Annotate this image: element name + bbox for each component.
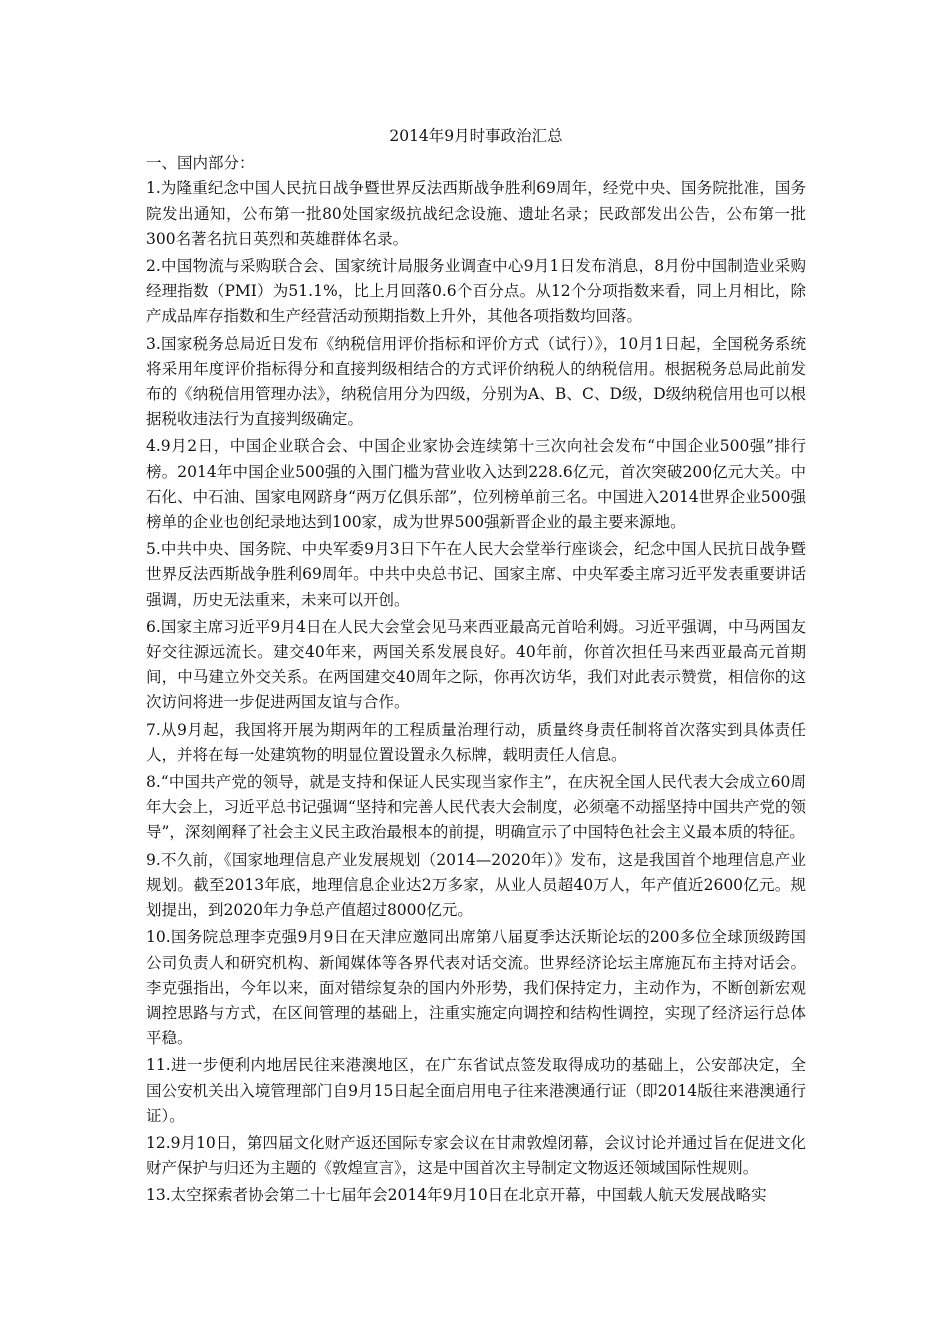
list-item: 13.太空探索者协会第二十七届年会2014年9月10日在北京开幕，中国载人航天发展战略实	[146, 1186, 767, 1205]
list-item: 3.国家税务总局近日发布《纳税信用评价指标和评价方式（试行）》，10月1日起，全国税务系统将采用年度评价指标得分和直接判级相结合的方式评价纳税人的纳税信用。根据税务总局此前发布的《纳税信用管理办法》，纳税信用分为四级，分别为A、B、C、D级，D级纳税信用也可以根据税收违法行为直接判级确定。	[146, 334, 806, 429]
list-item: 11.进一步便利内地居民往来港澳地区，在广东省试点签发取得成功的基础上，公安部决定，全国公安机关出入境管理部门自9月15日起全面启用电子往来港澳通行证（即2014版往来港澳通行证）。	[146, 1056, 806, 1125]
list-item: 8.“中国共产党的领导，就是支持和保证人民实现当家作主”，在庆祝全国人民代表大会成立60周年大会上，习近平总书记强调“坚持和完善人民代表大会制度，必须毫不动摇坚持中国共产党的领导”，深刻阐释了社会主义民主政治最根本的前提，明确宣示了中国特色社会主义最本质的特征。	[146, 773, 806, 842]
list-item: 9.不久前，《国家地理信息产业发展规划（2014—2020年）》发布，这是我国首个地理信息产业规划。截至2013年底，地理信息企业达2万多家，从业人员超40万人，年产值近2600亿元。规划提出，到2020年力争总产值超过8000亿元。	[146, 850, 806, 920]
section-heading: 一、国内部分：	[146, 154, 255, 173]
document-title: 2014年9月时事政治汇总	[389, 127, 563, 145]
list-item: 6.国家主席习近平9月4日在人民大会堂会见马来西亚最高元首哈利姆。习近平强调，中马两国友好交往源远流长。建交40年来，两国关系发展良好。40年前，你首次担任马来西亚最高元首期间，中马建立外交关系。在两国建交40周年之际，你再次访华，我们对此表示赞赏，相信你的这次访问将进一步促进两国友谊与合作。	[146, 617, 806, 712]
list-item: 5.中共中央、国务院、中央军委9月3日下午在人民大会堂举行座谈会，纪念中国人民抗日战争暨世界反法西斯战争胜利69周年。中共中央总书记、国家主席、中央军委主席习近平发表重要讲话强调，历史无法重来，未来可以开创。	[146, 540, 806, 609]
list-item: 4.9月2日，中国企业联合会、中国企业家协会连续第十三次向社会发布“中国企业500强”排行榜。2014年中国企业500强的入围门槛为营业收入达到228.6亿元，首次突破200亿元大关。中石化、中石油、国家电网跻身“两万亿俱乐部”，位列榜单前三名。中国进入2014世界企业500强榜单的企业也创纪录地达到100家，成为世界500强新晋企业的最主要来源地。	[146, 437, 806, 532]
list-item: 7.从9月起，我国将开展为期两年的工程质量治理行动，质量终身责任制将首次落实到具体责任人，并将在每一处建筑物的明显位置设置永久标牌，载明责任人信息。	[146, 720, 806, 764]
list-item: 10.国务院总理李克强9月9日在天津应邀同出席第八届夏季达沃斯论坛的200多位全球顶级跨国公司负责人和研究机构、新闻媒体等各界代表对话交流。世界经济论坛主席施瓦布主持对话会。李克强指出，今年以来，面对错综复杂的国内外形势，我们保持定力，主动作为，不断创新宏观调控思路与方式，在区间管理的基础上，注重实施定向调控和结构性调控，实现了经济运行总体平稳。	[146, 928, 806, 1048]
document-page	[146, 124, 806, 1211]
list-item: 2.中国物流与采购联合会、国家统计局服务业调查中心9月1日发布消息，8月份中国制造业采购经理指数（PMI）为51.1%，比上月回落0.6个百分点。从12个分项指数来看，同上月相比，除产成品库存指数和生产经营活动预期指数上升外，其他各项指数均回落。	[146, 257, 806, 326]
list-item: 12.9月10日，第四届文化财产返还国际专家会议在甘肃敦煌闭幕，会议讨论并通过旨在促进文化财产保护与归还为主题的《敦煌宣言》，这是中国首次主导制定文物返还领域国际性规则。	[146, 1133, 806, 1178]
list-item: 1.为隆重纪念中国人民抗日战争暨世界反法西斯战争胜利69周年，经党中央、国务院批准，国务院发出通知，公布第一批80处国家级抗战纪念设施、遗址名录；民政部发出公告，公布第一批300名著名抗日英烈和英雄群体名录。	[146, 179, 806, 248]
